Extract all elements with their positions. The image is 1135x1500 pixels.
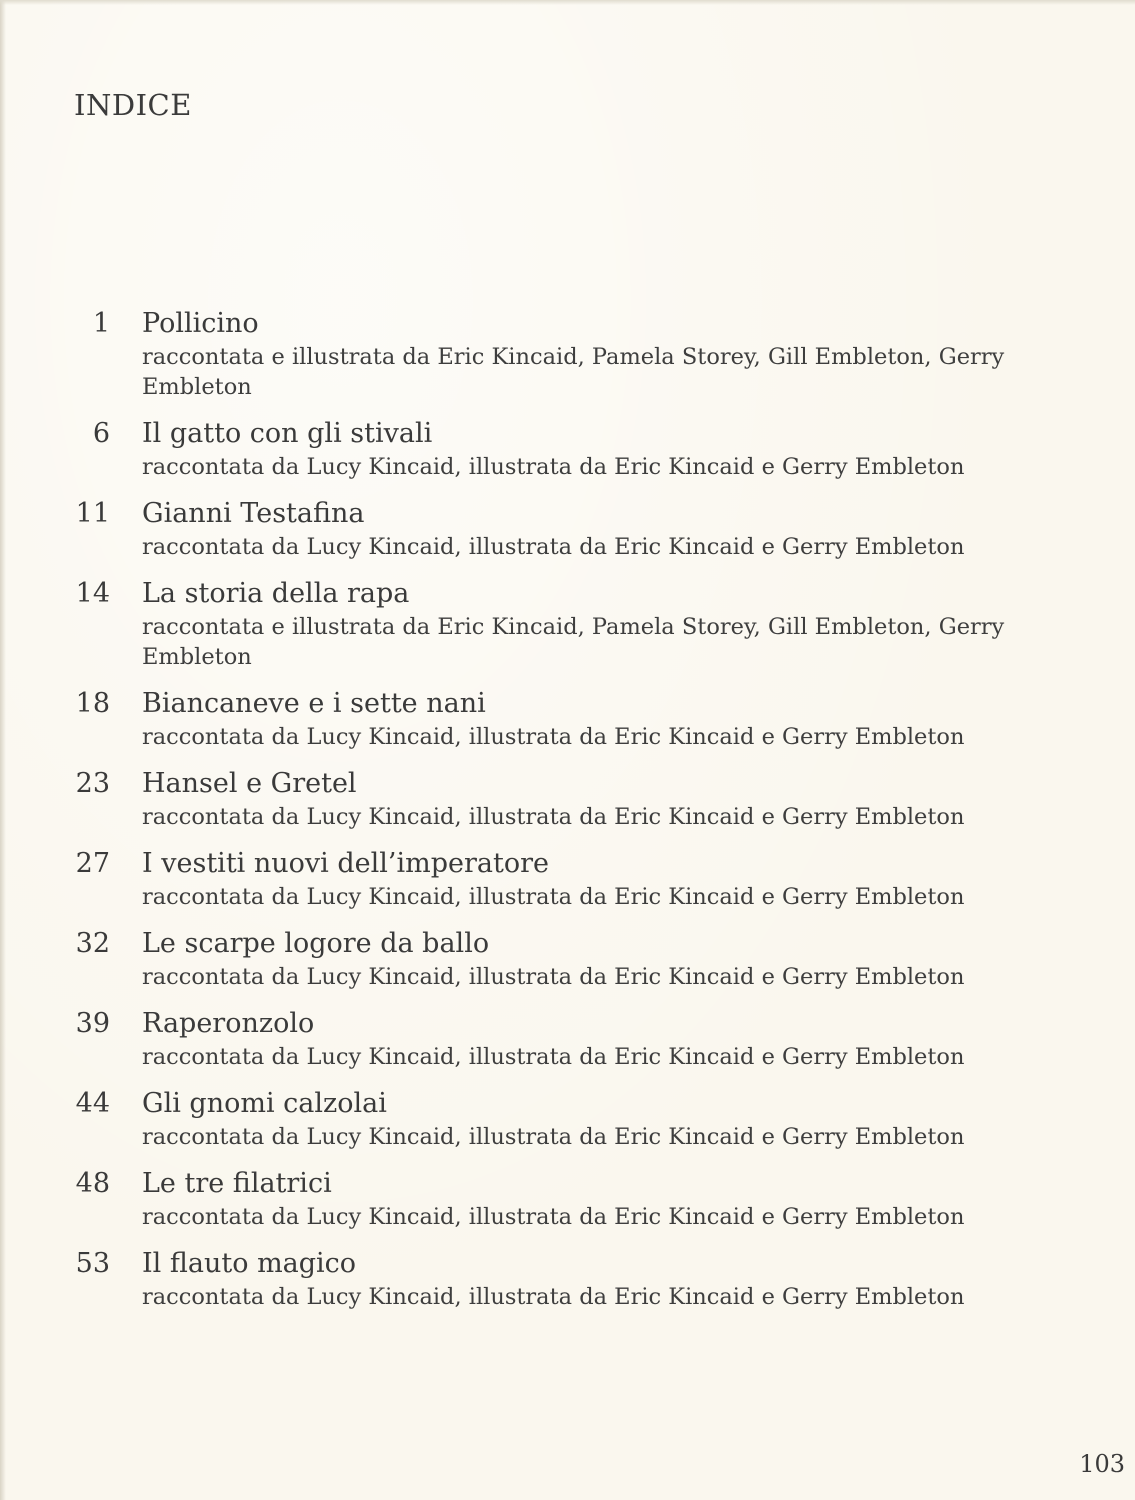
toc-story-credit: raccontata da Lucy Kincaid, illustrata da Eric Kincaid e Gerry Embleton [142, 964, 965, 990]
toc-story-credit: raccontata da Lucy Kincaid, illustrata da Eric Kincaid e Gerry Embleton [142, 724, 965, 750]
toc-story-title: I vestiti nuovi dell’imperatore [142, 848, 550, 879]
toc-entry [0, 416, 1135, 482]
toc-entry [0, 686, 1135, 752]
page-number: 103 [1079, 1450, 1125, 1478]
toc-story-title: Il gatto con gli stivali [142, 418, 433, 449]
toc-entry [0, 1246, 1135, 1312]
toc-page-number: 14 [75, 578, 110, 609]
page-title: INDICE [74, 88, 192, 122]
toc-story-credit: raccontata da Lucy Kincaid, illustrata da Eric Kincaid e Gerry Embleton [142, 1124, 965, 1150]
toc-entry [0, 496, 1135, 562]
toc-story-title: La storia della rapa [142, 578, 410, 609]
toc-story-title: Biancaneve e i sette nani [142, 688, 486, 719]
toc-entry [0, 1086, 1135, 1152]
toc-page-number: 48 [75, 1168, 110, 1199]
toc-story-credit: raccontata e illustrata da Eric Kincaid, Pamela Storey, Gill Embleton, Gerry Embleton [142, 344, 1005, 400]
toc-page-number: 23 [75, 768, 110, 799]
toc-entry [0, 926, 1135, 992]
toc-entry [0, 1006, 1135, 1072]
toc-page-number: 1 [92, 308, 110, 339]
toc-story-credit: raccontata da Lucy Kincaid, illustrata da Eric Kincaid e Gerry Embleton [142, 1044, 965, 1070]
toc-entry [0, 846, 1135, 912]
toc-story-credit: raccontata e illustrata da Eric Kincaid, Pamela Storey, Gill Embleton, Gerry Embleton [142, 614, 1005, 670]
toc-story-title: Pollicino [142, 308, 259, 339]
toc-page-number: 53 [75, 1248, 110, 1279]
toc-page-number: 32 [75, 928, 110, 959]
page-top-edge-shadow [0, 0, 1135, 5]
toc-entry [0, 1166, 1135, 1232]
toc-story-title: Raperonzolo [142, 1008, 315, 1039]
toc-story-title: Gianni Testafina [142, 498, 365, 529]
toc-story-credit: raccontata da Lucy Kincaid, illustrata da Eric Kincaid e Gerry Embleton [142, 804, 965, 830]
toc-story-title: Le scarpe logore da ballo [142, 928, 490, 959]
toc-page-number: 6 [92, 418, 110, 449]
toc-entry [0, 306, 1135, 402]
table-of-contents [0, 306, 1135, 1326]
toc-entry [0, 576, 1135, 672]
toc-story-title: Hansel e Gretel [142, 768, 357, 799]
toc-page-number: 27 [75, 848, 110, 879]
toc-page-number: 44 [75, 1088, 110, 1119]
toc-story-title: Il flauto magico [142, 1248, 357, 1279]
toc-page-number: 11 [75, 498, 110, 529]
toc-story-credit: raccontata da Lucy Kincaid, illustrata da Eric Kincaid e Gerry Embleton [142, 1204, 965, 1230]
toc-page-number: 39 [75, 1008, 110, 1039]
toc-story-credit: raccontata da Lucy Kincaid, illustrata da Eric Kincaid e Gerry Embleton [142, 454, 965, 480]
toc-story-title: Le tre filatrici [142, 1168, 332, 1199]
toc-story-credit: raccontata da Lucy Kincaid, illustrata da Eric Kincaid e Gerry Embleton [142, 1284, 965, 1310]
toc-story-title: Gli gnomi calzolai [142, 1088, 387, 1119]
toc-story-credit: raccontata da Lucy Kincaid, illustrata da Eric Kincaid e Gerry Embleton [142, 534, 965, 560]
toc-story-credit: raccontata da Lucy Kincaid, illustrata da Eric Kincaid e Gerry Embleton [142, 884, 965, 910]
toc-entry [0, 766, 1135, 832]
toc-page-number: 18 [75, 688, 110, 719]
